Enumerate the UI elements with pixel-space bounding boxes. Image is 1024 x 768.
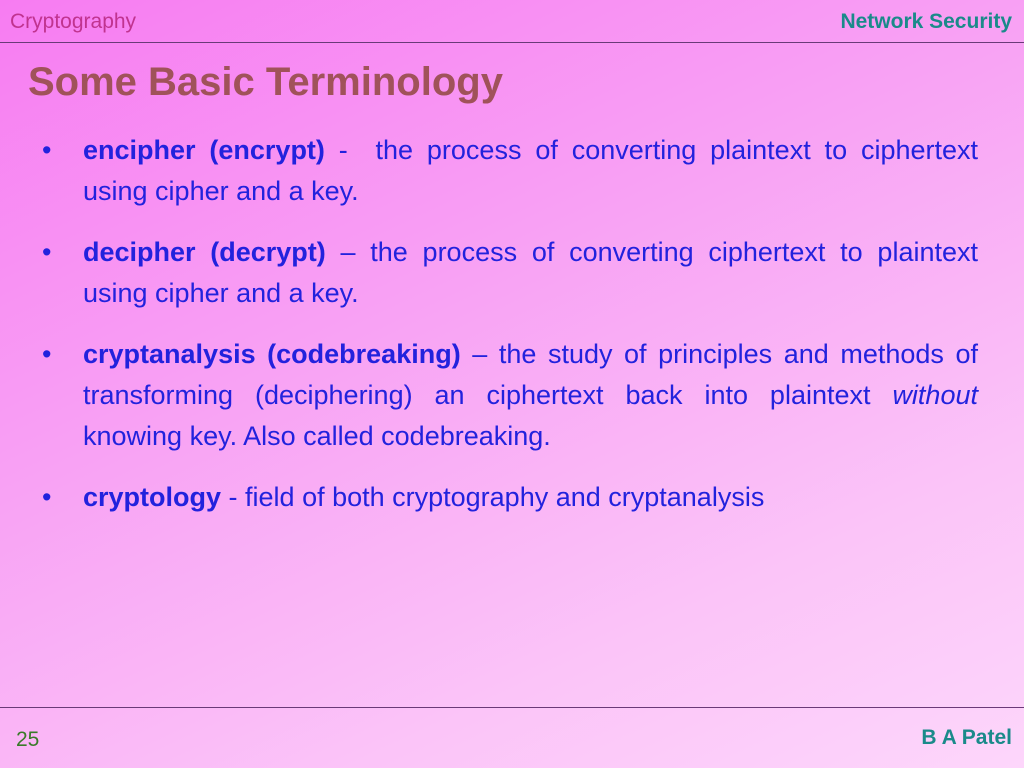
list-item — [42, 232, 978, 314]
bullet-icon: • — [42, 237, 52, 267]
definition: the study of principles and methods of transforming (deciphering) an ciphertext back into plaintext — [83, 339, 978, 410]
separator: – — [460, 339, 499, 369]
bullet-icon: • — [42, 339, 52, 369]
course-title: Cryptography — [10, 10, 137, 33]
page-number: 25 — [16, 728, 40, 751]
bullet-icon: • — [42, 135, 52, 165]
term: decipher (decrypt) — [83, 237, 326, 267]
term: cryptanalysis (codebreaking) — [83, 339, 461, 369]
definition: field of both cryptography and cryptanalysis — [245, 482, 765, 512]
separator: - — [221, 482, 246, 512]
header-divider — [0, 42, 1024, 43]
bullet-icon: • — [42, 482, 52, 512]
term: cryptology — [83, 482, 222, 512]
slide-title: Some Basic Terminology — [28, 60, 503, 104]
author-name: B A Patel — [921, 726, 1012, 749]
definition-emphasis: without — [892, 380, 978, 410]
section-title: Network Security — [840, 10, 1012, 33]
bullet-list — [42, 130, 978, 538]
separator: - — [324, 135, 376, 165]
footer-divider — [0, 707, 1024, 708]
list-item — [42, 130, 978, 212]
list-item — [42, 477, 978, 518]
definition: the process of converting ciphertext to plaintext using cipher and a key. — [83, 237, 978, 308]
term: encipher (encrypt) — [83, 135, 325, 165]
definition: the process of converting plaintext to ciphertext using cipher and a key. — [83, 135, 979, 206]
separator: – — [325, 237, 371, 267]
list-item — [42, 334, 978, 457]
definition: knowing key. Also called codebreaking. — [83, 421, 551, 451]
